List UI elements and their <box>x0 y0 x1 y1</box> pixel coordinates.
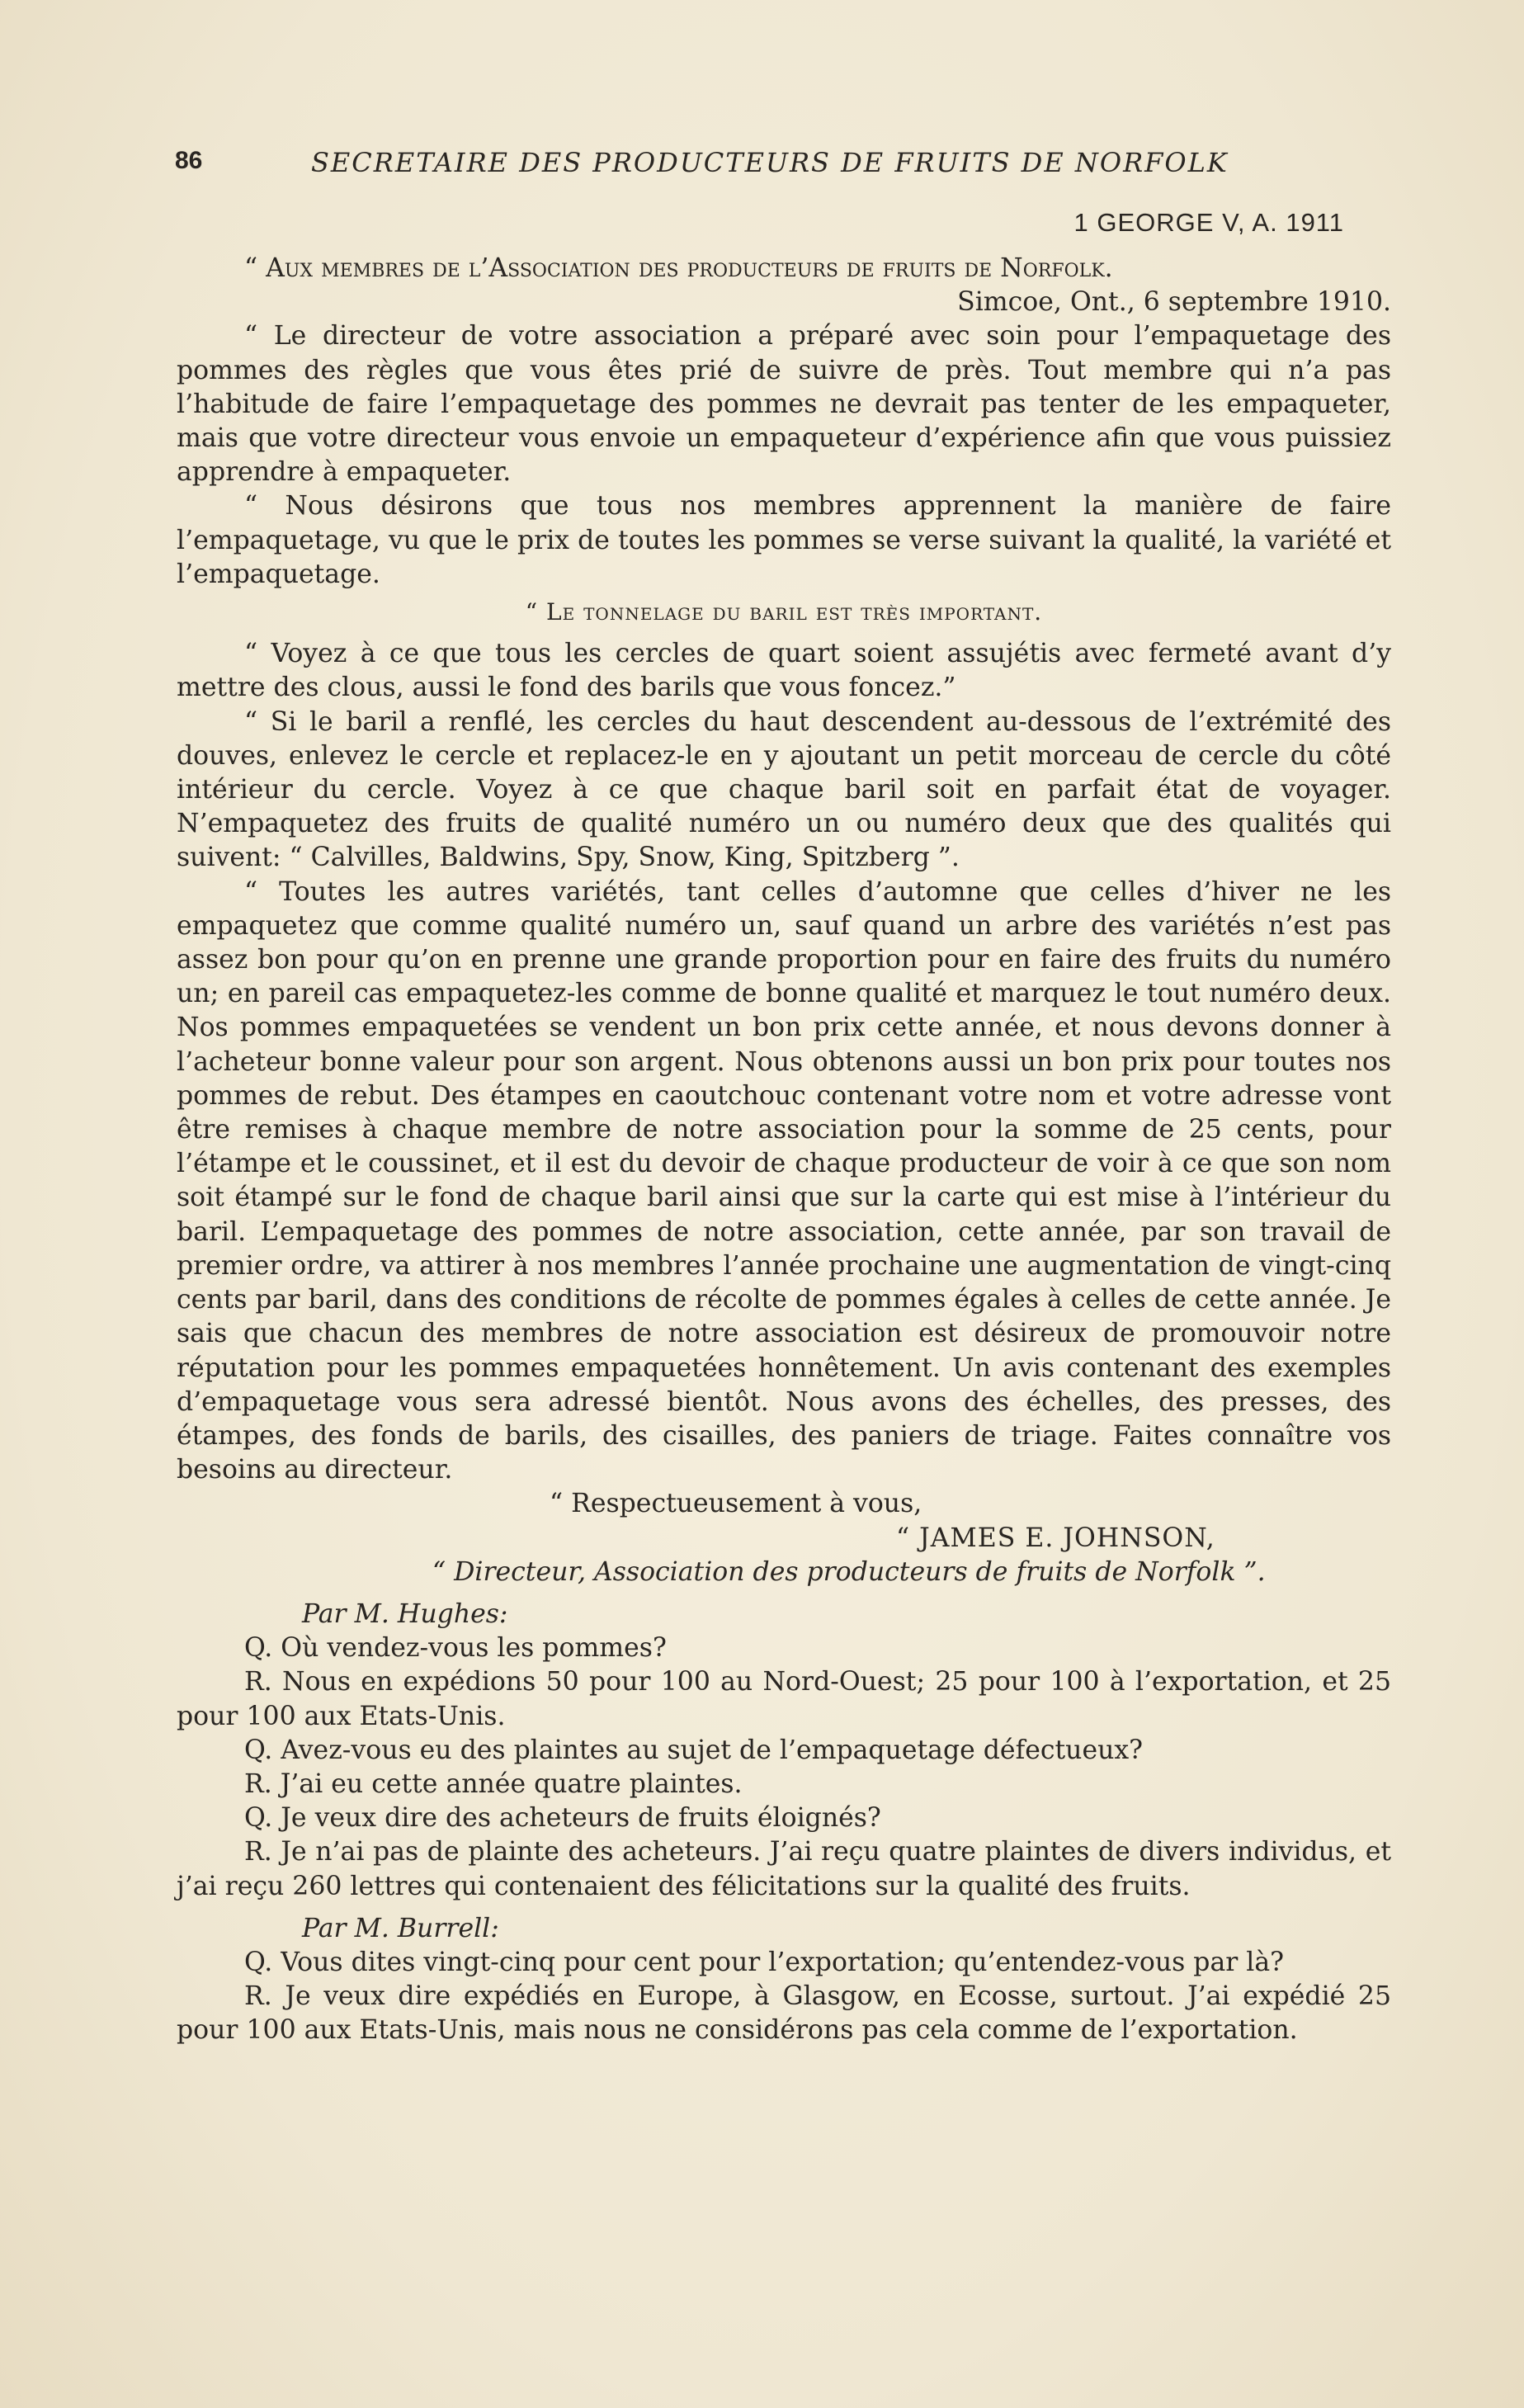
speaker-label: Par M. Hughes: <box>302 1598 508 1629</box>
qa-line: R. J’ai eu cette année quatre plaintes. <box>244 1768 743 1799</box>
signature-title: “ Directeur, Association des producteurs de fruits de Norfolk ”. <box>432 1556 1266 1587</box>
qa-line: R. Je n’ai pas de plainte des acheteurs. J’ai reçu quatre plaintes de divers individus, et j’ai reçu 260 lettres qui contenaient des félicitations sur la qualité des fruits. <box>177 1837 1391 1901</box>
qa-line: Q. Vous dites vingt-cinq pour cent pour l’exportation; qu’entendez-vous par là? <box>244 1947 1285 1977</box>
paragraph: “ Toutes les autres variétés, tant celles d’automne que celles d’hiver ne les empaquetez que comme qualité numéro un, sauf quand un arbre des variétés n’est pas assez bon pour qu’on en prenne une grande proportion pour en faire des fruits du numéro un; en pareil cas empaquetez-les comme de bonne qualité et marquez le tout numéro deux. Nos pommes empaquetées se vendent un bon prix cette année, et nous devons donner à l’acheteur bonne valeur pour son argent. Nous obtenons aussi un bon prix pour toutes nos pommes de rebut. Des étampes en caoutchouc contenant votre nom et votre adresse vont être remises à chaque membre de notre association pour la somme de 25 cents, pour l’étampe et le coussinet, et il est du devoir de chaque producteur de voir à ce que son nom soit étampé sur le fond de chaque baril ainsi que sur la carte qui est mise à l’intérieur du baril. L’empaquetage des pommes de notre association, cette année, par son travail de premier ordre, va attirer à nos membres l’année prochaine une augmentation de vingt-cinq cents par baril, dans des conditions de récolte de pommes égales à celles de cette année. Je sais que chacun des membres de notre association est désireux de promouvoir notre réputation pour les pommes empaquetées honnêtement. Un avis contenant des exemples d’empaquetage vous sera adressé bientôt. Nous avons des échelles, des presses, des étampes, des fonds de barils, des cisailles, des paniers de triage. Faites connaître vos besoins au directeur. <box>177 876 1391 1485</box>
qa-line: Q. Avez-vous eu des plaintes au sujet de l’empaquetage défectueux? <box>244 1735 1144 1765</box>
letter-address: “ Aux membres de l’Association des producteurs de fruits de Norfolk. <box>244 253 1113 283</box>
qa-line: Q. Je veux dire des acheteurs de fruits éloignés? <box>244 1803 881 1834</box>
paragraph: “ Nous désirons que tous nos membres apprennent la manière de faire l’empaquetage, vu que le prix de toutes les pommes se verse suivant la qualité, la variété et l’empaquetage. <box>177 491 1391 589</box>
letter-place-date: Simcoe, Ont., 6 septembre 1910. <box>957 287 1391 318</box>
qa-line: Q. Où vendez-vous les pommes? <box>244 1633 667 1664</box>
page-header <box>175 147 1347 188</box>
qa-line: R. Nous en expédions 50 pour 100 au Nord-Ouest; 25 pour 100 à l’exportation, et 25 pour 100 aux Etats-Unis. <box>177 1667 1391 1731</box>
speaker-label: Par M. Burrell: <box>302 1913 499 1943</box>
paragraph: “ Si le baril a renflé, les cercles du haut descendent au-dessous de l’extrémité des douves, enlevez le cercle et replacez-le en y ajoutant un petit morceau de cercle du côté intérieur du cercle. Voyez à ce que chaque baril soit en parfait état de voyager. N’empaquetez des fruits de qualité numéro un ou numéro deux que des qualités qui suivent: “ Calvilles, Baldwins, Spy, Snow, King, Spitzberg ”. <box>177 706 1391 873</box>
paragraph: “ Le directeur de votre association a préparé avec soin pour l’empaquetage des pommes des règles que vous êtes prié de suivre de près. Tout membre qui n’a pas l’habitude de faire l’empaquetage des pommes ne devrait pas tenter de les empaqueter, mais que votre directeur vous envoie un empaqueteur d’expérience afin que vous puissiez apprendre à empaqueter. <box>177 321 1391 488</box>
signature-name: “ JAMES E. JOHNSON, <box>896 1523 1215 1553</box>
qa-line: R. Je veux dire expédiés en Europe, à Glasgow, en Ecosse, surtout. J’ai expédié 25 pour 100 aux Etats-Unis, mais nous ne considérons pas cela comme de l’exportation. <box>177 1981 1391 2046</box>
session-label: 1 GEORGE V, A. 1911 <box>1073 208 1344 237</box>
paragraph: “ Voyez à ce que tous les cercles de quart soient assujétis avec fermeté avant d’y mettre des clous, aussi le fond des barils que vous foncez.” <box>177 639 1391 703</box>
letter-subheading: “ Le tonnelage du baril est très important. <box>525 598 1043 626</box>
page-number: 86 <box>175 147 203 174</box>
running-title: SECRETAIRE DES PRODUCTEURS DE FRUITS DE NORFOLK <box>311 147 1229 178</box>
body-text <box>177 252 1391 2048</box>
letter-closing: “ Respectueusement à vous, <box>550 1489 922 1519</box>
